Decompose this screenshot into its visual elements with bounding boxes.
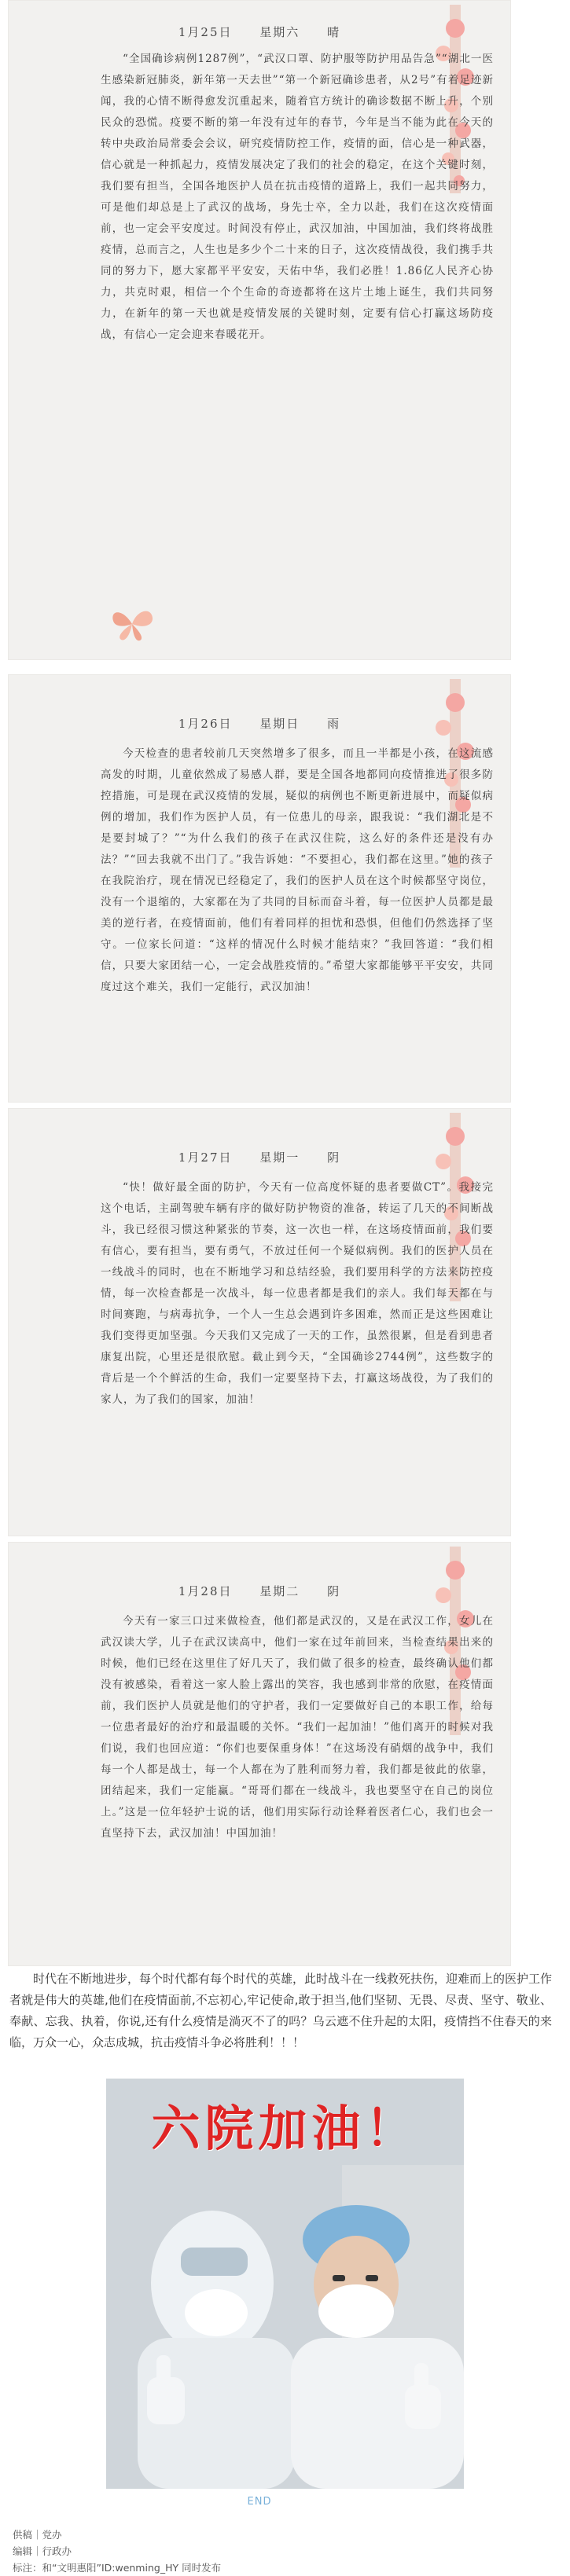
- diary-date: 1月26日: [178, 717, 233, 731]
- medical-staff-photo: [106, 2079, 464, 2489]
- credit-source: 供稿｜党办: [13, 2529, 62, 2541]
- diary-page-jan-25: [8, 0, 511, 660]
- diary-body: 今天有一家三口过来做检查，他们都是武汉的，又是在武汉工作，女儿在武汉读大学，儿子在武汉读高中，他们一家在过年前回来，当检查结果出来的时候，他们已经在这里住了好几天了，我们做了很多的检查，最终确认他们都没有被感染，看着这一家人脸上露出的笑容，我也感到非常的欣慰，在疫情面前，我们医护人员就是他们的守护者，我们一定要做好自己的本职工作，给每一位患者最好的治疗和最温暖的关怀。“我们一起加油！”他们离开的时候对我们说，我们也回应道：“你们也要保重身体！”在这场没有硝烟的战争中，我们每一个人都是战士，每一个人都在为了胜利而努力着，我们都是彼此的依靠，团结起来，我们一定能赢。“哥哥们都在一线战斗，我也要坚守在自己的岗位上。”这是一位年轻护士说的话，他们用实际行动诠释着医者仁心，我们也会一直坚持下去，武汉加油！中国加油！: [101, 1615, 494, 1840]
- diary-page-jan-28: [8, 1542, 511, 1966]
- diary-weather: 阴: [327, 1150, 341, 1165]
- diary-header: [8, 24, 511, 40]
- diary-weather: 晴: [327, 25, 341, 39]
- diary-body: “全国确诊病例1287例”，“武汉口罩、防护服等防护用品告急”“湖北一医生感染新冠肺炎，新年第一天去世”“第一个新冠确诊患者，从2号”有着足迹新闻，我的心情不断得愈发沉重起来，随着官方统计的确诊数据不断上升，个别民众的恐慌。疫要不断的第一年没有过年的春节，今年是当不能为此在今天的转中央政治局常委会会议，研究疫情防控工作，疫情的面，信心是一种武器，信心就是一种抓起力，疫情发展决定了我们的社会的稳定，在这个关键时刻，我们要有担当，全国各地医护人员在抗击疫情的道路上，我们一起共同努力，可是他们却总是上了武汉的战场，身先士卒，全力以赴，我们在这次疫情面前，也一定会平安度过。时间没有停止，武汉加油，中国加油，我们终将战胜疫情，总而言之，人生也是多少个二十来的日子，这次疫情战役，我们携手共同的努力下，愿大家都平平安安，天佑中华，我们必胜！1.86亿人民齐心协力，共克时艰，相信一个个生命的奇迹都将在这片土地上诞生，我们共同努力，在新年的第一天也就是疫情发展的关键时刻，定要有信心打赢这场防疫战，有信心一定会迎来春暖花开。: [101, 53, 494, 341]
- credit-note: 标注：和“文明惠阳”ID:wenming_HY 同时发布: [13, 2562, 222, 2574]
- closing-paragraph: 时代在不断地进步，每个时代都有每个时代的英雄，此时战斗在一线救死扶伤，迎难而上的医护工作者就是伟大的英雄,他们在疫情面前,不忘初心,牢记使命,敢于担当,他们坚韧、无畏、尽责、坚守、敬业、奉献、忘我、执着，你说,还有什么疫情是淌灭不了的吗？乌云遮不住升起的太阳，疫情挡不住春天的来临，万众一心，众志成城，抗击疫情斗争必将胜利！！！: [9, 1972, 553, 2049]
- diary-weekday: 星期一: [259, 1150, 300, 1165]
- diary-weather: 阴: [327, 1584, 341, 1598]
- diary-body: “快！做好最全面的防护，今天有一位高度怀疑的患者要做CT”。我接完这个电话，主副驾驶车辆有序的做好防护物资的准备，转运了几天的不间断战斗，我已经很习惯这种紧张的节奏，这一次也一样，在这场疫情面前，我们要有信心，要有担当，要有勇气，不放过任何一个疑似病例。我们的医护人员在一线战斗的同时，也在不断地学习和总结经验，我们要用科学的方法来防控疫情，每一次检查都是一次战斗，每一位患者都是我们的亲人。我们每天都在与时间赛跑，与病毒抗争，一个人一生总会遇到许多困难，然而正是这些困难让我们变得更加坚强。今天我们又完成了一天的工作，虽然很累，但是看到患者康复出院，心里还是很欣慰。截止到今天，“全国确诊2744例”，这些数字的背后是一个个鲜活的生命，我们一定要坚持下去，打赢这场战役，为了我们的家人，为了我们的国家，加油！: [101, 1181, 494, 1406]
- diary-weather: 雨: [327, 717, 341, 731]
- diary-weekday: 星期二: [259, 1584, 300, 1598]
- diary-date: 1月28日: [178, 1584, 233, 1598]
- diary-date: 1月25日: [178, 25, 233, 39]
- diary-weekday: 星期日: [259, 717, 300, 731]
- diary-page-jan-27: [8, 1108, 511, 1536]
- butterfly-icon: [108, 605, 156, 643]
- end-marker: END: [247, 2496, 272, 2508]
- photo-banner-text: 六院加油！: [151, 2100, 419, 2157]
- diary-weekday: 星期六: [259, 25, 300, 39]
- credits: [13, 2526, 221, 2576]
- diary-page-jan-26: [8, 674, 511, 1103]
- diary-header: [8, 1583, 511, 1599]
- diary-date: 1月27日: [178, 1150, 233, 1165]
- diary-header: [8, 715, 511, 732]
- diary-header: [8, 1149, 511, 1165]
- credit-editor: 编辑｜行政办: [13, 2545, 72, 2557]
- diary-body: 今天检查的患者较前几天突然增多了很多，而且一半都是小孩，在这流感高发的时期，儿童依然成了易感人群，要是全国各地都同向疫情推进了很多防控措施，可是现在武汉疫情的发展，疑似的病例也不断更新进展中，而疑似病例的增加，我们作为医护人员，有一位患儿的母亲，跟我说：“我们湖北是不是要封城了？”“为什么我们的孩子在武汉住院，这么好的条件还是没有办法？”“回去我就不出门了。”我告诉她：“不要担心，我们都在这里。”她的孩子在我院治疗，现在情况已经稳定了，我们的医护人员在这个时候都坚守岗位，没有一个退缩的，大家都在为了共同的目标而奋斗着，每一位医护人员都是最美的逆行者，在疫情面前，他们有着同样的担忧和恐惧，但他们仍然选择了坚守。一位家长问道：“这样的情况什么时候才能结束？”我回答道：“我们相信，只要大家团结一心，一定会战胜疫情的。”希望大家都能够平平安安，共同度过这个难关，我们一定能行，武汉加油！: [101, 747, 494, 993]
